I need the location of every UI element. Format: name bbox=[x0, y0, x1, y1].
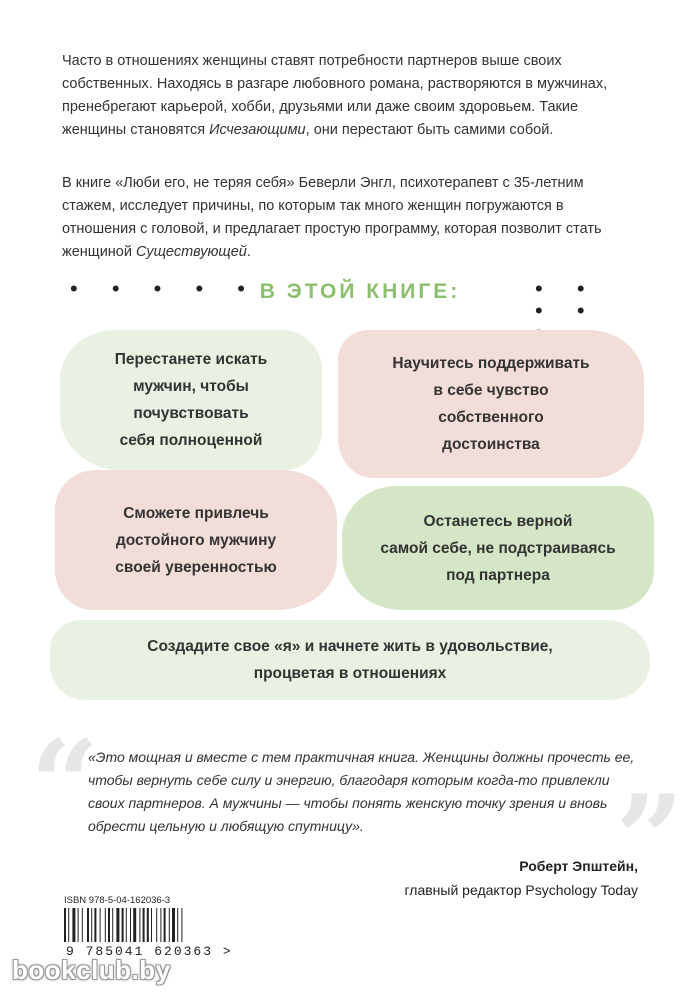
open-quote-icon: “ bbox=[30, 714, 100, 855]
benefit-line: мужчин, чтобы bbox=[133, 378, 249, 395]
section-title: В ЭТОЙ КНИГЕ: bbox=[259, 280, 461, 303]
barcode-bar bbox=[126, 908, 127, 942]
benefit-line: Останетесь верной bbox=[423, 512, 573, 530]
benefit-line: в себе чувство bbox=[433, 382, 549, 399]
barcode-bar bbox=[169, 908, 170, 942]
benefit-line: достойного мужчину bbox=[115, 531, 277, 549]
barcode-icon bbox=[62, 908, 212, 946]
dots-left: • • • • • bbox=[70, 276, 259, 301]
dots-right: • • • • bbox=[535, 276, 599, 323]
barcode-bar bbox=[78, 908, 79, 942]
barcode-bar bbox=[122, 908, 124, 942]
section-banner bbox=[60, 276, 640, 323]
barcode-bar bbox=[143, 908, 145, 942]
benefit-card bbox=[60, 330, 322, 470]
benefit-line: Сможете привлечь bbox=[123, 504, 269, 522]
barcode-bar bbox=[133, 908, 136, 942]
barcode-bar bbox=[94, 908, 96, 942]
benefit-line: Перестанете искать bbox=[114, 351, 268, 368]
review-quote: «Это мощная и вместе с тем практичная книга. Женщины должны прочесть ее, чтобы вернуть себе силу и энергию, благодаря которым когда-то привлекли своих партнеров. А мужчины — чтобы понять женскую точку зрения и вновь обрести цельную и любящую спутницу». bbox=[88, 749, 635, 834]
barcode-bar bbox=[68, 908, 69, 942]
benefit-card bbox=[342, 486, 654, 610]
benefit-line: почувствовать bbox=[133, 405, 249, 422]
benefit-line: Создадите свое «я» и начнете жить в удовольствие, bbox=[147, 638, 553, 655]
watermark-logo: bookclub.by bbox=[12, 955, 171, 985]
barcode-bar bbox=[72, 908, 75, 942]
barcode-bar bbox=[181, 908, 182, 942]
barcode-bar bbox=[105, 908, 106, 942]
intro-emphasis: Исчезающими bbox=[209, 122, 306, 138]
barcode-digits: 9 785041 620363 > bbox=[66, 944, 233, 959]
intro-paragraph-1 bbox=[62, 50, 637, 142]
benefit-card bbox=[50, 620, 650, 700]
benefit-line: своей уверенностью bbox=[115, 558, 277, 576]
barcode-bar bbox=[108, 908, 110, 942]
benefit-line: самой себе, не подстраиваясь bbox=[380, 539, 616, 557]
barcode-bar bbox=[164, 908, 166, 942]
barcode-bar bbox=[139, 908, 140, 942]
barcode-bar bbox=[172, 908, 175, 942]
benefit-line: собственного bbox=[438, 409, 544, 426]
benefit-card bbox=[55, 470, 337, 610]
barcode-bar bbox=[100, 908, 101, 942]
intro-text: В книге «Люби его, не теряя себя» Беверли Энгл, психотерапевт с 35-летним стажем, исследует причины, по которым так много женщин погружаются в отношения с головой, и предлагает простую программу, которая позволит стать женщиной bbox=[62, 175, 602, 260]
barcode-bar bbox=[87, 908, 89, 942]
benefit-card bbox=[338, 330, 644, 478]
close-quote-icon: ” bbox=[615, 769, 685, 910]
quote-author: Роберт Эпштейн, bbox=[519, 858, 638, 874]
benefit-line: себя полноценной bbox=[119, 432, 263, 449]
benefit-line: процветая в отношениях bbox=[253, 665, 447, 682]
barcode-bar bbox=[130, 908, 131, 942]
isbn-label: ISBN 978-5-04-162036-3 bbox=[64, 895, 171, 906]
barcode-bar bbox=[82, 908, 83, 942]
barcode-bar bbox=[160, 908, 161, 942]
benefit-line: достоинства bbox=[442, 436, 540, 453]
barcode-bar bbox=[112, 908, 113, 942]
intro-text: , они перестают быть самими собой. bbox=[305, 122, 554, 138]
benefit-line: под партнера bbox=[446, 566, 550, 584]
barcode-bar bbox=[151, 908, 152, 942]
intro-text: . bbox=[246, 244, 251, 260]
barcode-bar bbox=[177, 908, 178, 942]
intro-paragraph-2 bbox=[62, 172, 637, 264]
barcode-bar bbox=[147, 908, 149, 942]
intro-emphasis: Существующей bbox=[136, 244, 247, 260]
barcode-bar bbox=[91, 908, 92, 942]
barcode-bar bbox=[156, 908, 157, 942]
barcode-bar bbox=[64, 908, 66, 942]
intro-text: Часто в отношениях женщины ставят потребности партнеров выше своих собственных. Находясь в разгаре любовного романа, растворяются в мужчинах, пренебрегают карьерой, хобби, друзьями или даже своим здоровьем. Такие женщины становятся bbox=[62, 53, 608, 138]
barcode-bar bbox=[116, 908, 119, 942]
quote-author-role: главный редактор Psychology Today bbox=[404, 882, 638, 898]
benefit-line: Научитесь поддерживать bbox=[392, 355, 590, 372]
